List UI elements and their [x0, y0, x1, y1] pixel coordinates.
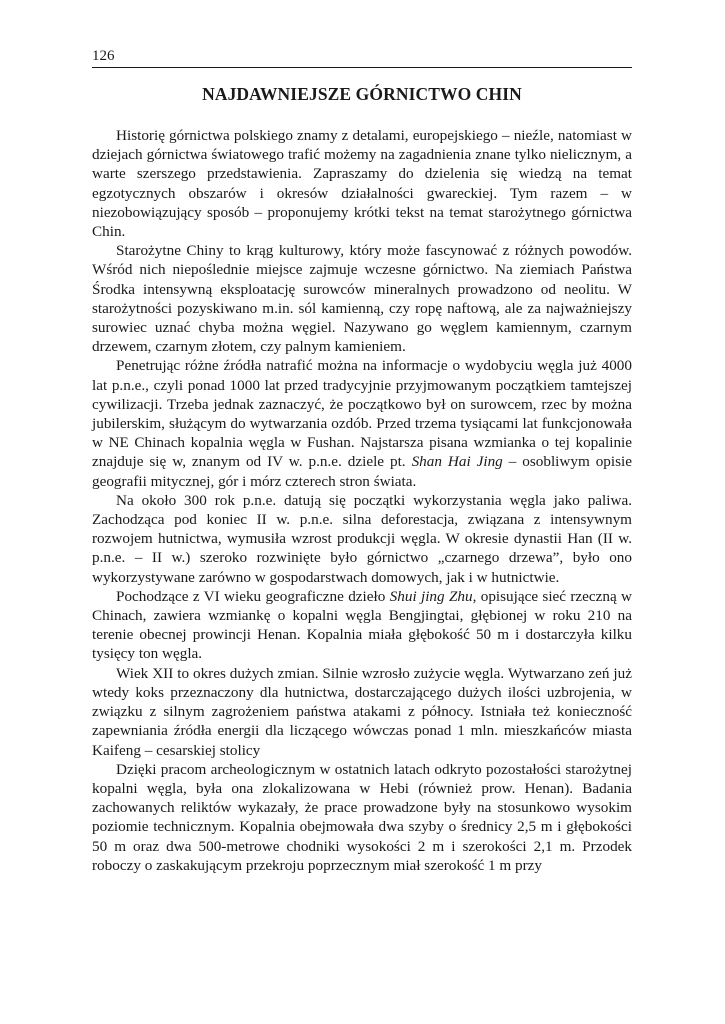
text-run: Dzięki pracom archeologicznym w ostatnich latach odkryto pozostałości starożytnej kopalni węgla, była ona zlokalizowana w Hebi (również prow. Henan). Badania zachowanych reliktów wykazały, że prace prowadzone były na stosunkowo wysokim poziomie technicznym. Kopalnia obejmowała dwa szyby o średnicy 2,5 m i głębokości 50 m oraz dwa 500-metrowe chodniki wysokości 2 m i szerokości 2,1 m. Przodek roboczy o zaskakującym przekroju poprzecznym miał szerokość 1 m przy	[92, 760, 632, 874]
article-body	[92, 126, 632, 875]
body-paragraph	[92, 664, 632, 760]
body-paragraph	[92, 356, 632, 490]
text-run: Pochodzące z VI wieku geograficzne dzieło	[116, 587, 390, 605]
body-paragraph	[92, 587, 632, 664]
body-paragraph	[92, 241, 632, 356]
body-paragraph	[92, 126, 632, 241]
text-run: Starożytne Chiny to krąg kulturowy, który może fascynować z różnych powodów. Wśród nich niepoślednie miejsce zajmuje wczesne górnictwo. Na ziemiach Państwa Środka intensywną eksploatację surowców mineralnych prowadzono od neolitu. W starożytności pozyskiwano m.in. sól kamienną, czy ropę naftową, ale za najważniejszy surowiec uznać chyba można węgiel. Nazywano go węglem kamiennym, czarnym drzewem, czarnym złotem, czy palnym kamieniem.	[92, 242, 632, 356]
text-run: Na około 300 rok p.n.e. datują się początki wykorzystania węgla jako paliwa. Zachodząca pod koniec II w. p.n.e. silna deforestacja, związana z intensywnym rozwojem hutnictwa, wymusiła wzrost produkcji węgla. W okresie dynastii Han (II w. p.n.e. – II w.) szeroko rozwinięte było górnictwo „czarnego drzewa”, było ono wykorzystywane zarówno w gospodarstwach domowych, jak i w hutnictwie.	[92, 491, 632, 586]
body-paragraph	[92, 491, 632, 587]
text-run: Wiek XII to okres dużych zmian. Silnie wzrosło zużycie węgla. Wytwarzano zeń już wtedy koks przeznaczony dla hutnictwa, dostarczającego dużych ilości uzbrojenia, w związku z silnym zagrożeniem państwa atakami z północy. Istniała też konieczność zapewniania źródła energii dla liczącego wówczas ponad 1 mln. mieszkańców miasta Kaifeng – cesarskiej stolicy	[92, 664, 632, 759]
page-number: 126	[92, 48, 115, 64]
body-paragraph	[92, 760, 632, 875]
text-run: Historię górnictwa polskiego znamy z detalami, europejskiego – nieźle, natomiast w dziejach górnictwa światowego trafić możemy na zagadnienia znane tylko nielicznym, a warte szerszego przedstawienia. Zapraszamy do dzielenia się wiedzą na temat egzotycznych obszarów i okresów działalności gwareckiej. Tym razem – w niezobowiązujący sposób – proponujemy krótki tekst na temat starożytnego górnictwa Chin.	[92, 127, 632, 241]
header-rule	[92, 67, 632, 68]
text-run: , opisujące sieć rzeczną w Chinach, zawiera wzmiankę o kopalni węgla Bengjingtai, głębionej w roku 210 na terenie obecnej prowincji Henan. Kopalnia miała głębokość 50 m i dostarczyła kilku tysięcy ton węgla.	[92, 587, 633, 663]
article-title: NAJDAWNIEJSZE GÓRNICTWO CHIN	[202, 84, 522, 104]
italic-title: Shan Hai Jing	[411, 453, 503, 471]
text-run: – osobliwym opisie geografii mitycznej, gór i mórz czterech stron świata.	[92, 453, 632, 490]
text-run: Penetrując różne źródła natrafić można na informacje o wydobyciu węgla już 4000 lat p.n.e., czyli ponad 1000 lat przed tradycyjnie przyjmowanym początkiem tamtejszej cywilizacji. Trzeba jednak zaznaczyć, że początkowo był on surowcem, rzec by można jubilerskim, służącym do wytwarzania ozdób. Przed trzema tysiącami lat funkcjonowała w NE Chinach kopalnia węgla w Fushan. Najstarsza pisana wzmianka o tej kopalinie znajduje się w, znanym od IV w. p.n.e. dziele pt.	[92, 357, 632, 471]
italic-title: Shui jing Zhu	[389, 587, 473, 605]
